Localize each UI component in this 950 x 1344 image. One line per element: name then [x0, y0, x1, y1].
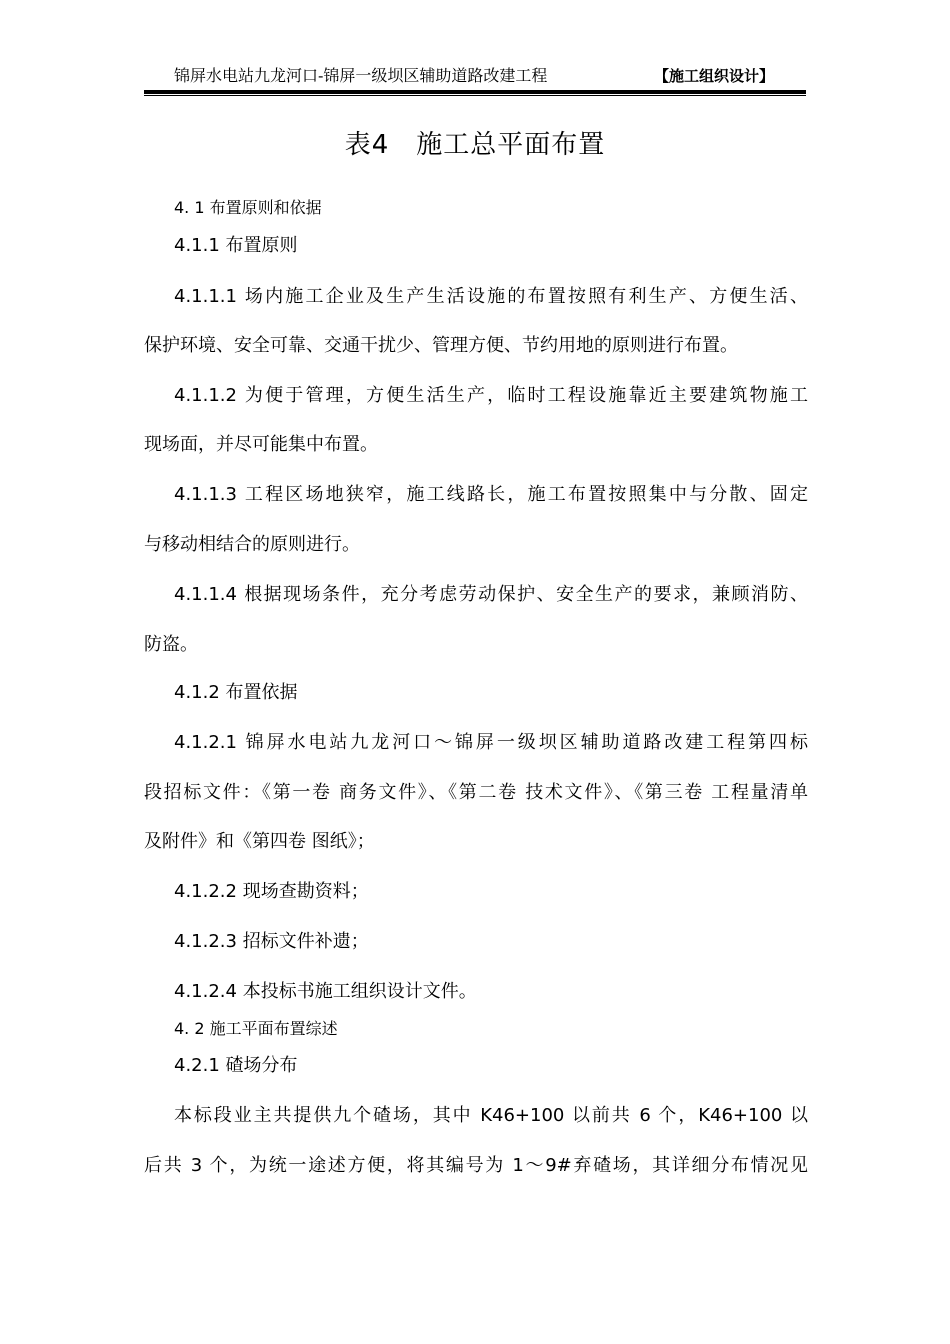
paragraph-line: 段招标文件：《第一卷 商务文件》、《第二卷 技术文件》、《第三卷 工程量清单 — [144, 782, 808, 803]
paragraph-line: 与移动相结合的原则进行。 — [144, 534, 360, 555]
subsection-heading: 4.1.2 布置依据 — [174, 682, 298, 703]
paragraph-line: 保护环境、安全可靠、交通干扰少、管理方便、节约用地的原则进行布置。 — [144, 335, 738, 356]
page-title: 表4 施工总平面布置 — [344, 130, 606, 160]
paragraph-line: 4.1.2.1 锦屏水电站九龙河口～锦屏一级坝区辅助道路改建工程第四标 — [174, 732, 808, 753]
subsection-heading: 4.2.1 碴场分布 — [174, 1055, 298, 1076]
paragraph-line: 4.1.2.3 招标文件补遗； — [174, 931, 369, 952]
paragraph-line: 4.1.2.2 现场查勘资料； — [174, 881, 369, 902]
paragraph-line: 后共 3 个，为统一途述方便，将其编号为 1～9#弃碴场，其详细分布情况见 — [144, 1155, 808, 1176]
section-heading: 4. 2 施工平面布置综述 — [174, 1019, 338, 1038]
paragraph-line: 4.1.2.4 本投标书施工组织设计文件。 — [174, 981, 477, 1002]
paragraph-line: 4.1.1.2 为便于管理，方便生活生产，临时工程设施靠近主要建筑物施工 — [174, 385, 808, 406]
paragraph-line: 现场面，并尽可能集中布置。 — [144, 434, 378, 455]
paragraph-line: 4.1.1.3 工程区场地狭窄，施工线路长，施工布置按照集中与分散、固定 — [174, 484, 808, 505]
paragraph-line: 本标段业主共提供九个碴场，其中 K46+100 以前共 6 个，K46+100 以 — [174, 1105, 808, 1126]
paragraph-line: 4.1.1.4 根据现场条件，充分考虑劳动保护、安全生产的要求，兼顾消防、 — [174, 584, 808, 605]
paragraph-line: 4.1.1.1 场内施工企业及生产生活设施的布置按照有利生产、方便生活、 — [174, 286, 808, 307]
subsection-heading: 4.1.1 布置原则 — [174, 235, 298, 256]
paragraph-line: 及附件》和《第四卷 图纸》； — [144, 831, 375, 852]
paragraph-line: 防盗。 — [144, 634, 198, 655]
header-tag: 【施工组织设计】 — [653, 67, 774, 85]
section-heading: 4. 1 布置原则和依据 — [174, 198, 322, 217]
header-title: 锦屏水电站九龙河口-锦屏一级坝区辅助道路改建工程 — [174, 66, 548, 85]
header-rule-thick — [144, 90, 806, 94]
header-rule-thin — [144, 95, 806, 96]
page-header — [144, 66, 806, 86]
